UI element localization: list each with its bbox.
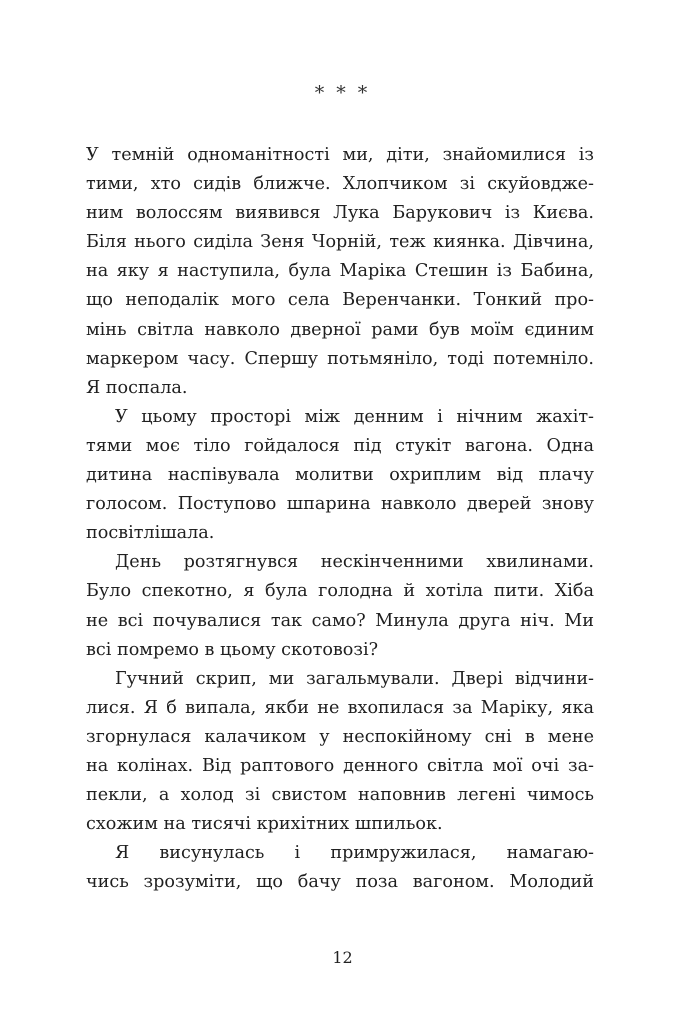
text-line: У цьому просторі між денним і нічним жахіт-: [115, 406, 594, 427]
body-text: [86, 141, 594, 897]
text-line: дитина наспівувала молитви охриплим від плачу: [86, 465, 594, 486]
text-line: що неподалік мого села Веренчанки. Тонкий про-: [86, 290, 594, 311]
text-line: У темній одноманітності ми, діти, знайомилися із: [86, 145, 594, 165]
text-line: згорнулася калачиком у неспокійному сні в мене: [86, 726, 594, 747]
text-line: схожим на тисячі крихітних шпильок.: [86, 814, 443, 835]
text-line: на колінах. Від раптового денного світла мої очі за-: [86, 755, 594, 776]
text-line: тями моє тіло гойдалося під стукіт вагона. Одна: [86, 435, 594, 456]
text-line: Було спекотно, я була голодна й хотіла пити. Хіба: [86, 581, 594, 602]
section-separator: * * *: [314, 82, 371, 104]
text-line: голосом. Поступово шпарина навколо дверей знову: [86, 494, 594, 515]
text-line: не всі почувалися так само? Минула друга ніч. Ми: [86, 610, 594, 631]
text-line: всі помремо в цьому скотовозі?: [86, 639, 379, 660]
text-line: тими, хто сидів ближче. Хлопчиком зі скуйовдже-: [86, 174, 594, 195]
text-line: посвітлішала.: [86, 523, 215, 544]
page-number: 12: [332, 948, 353, 967]
text-line: Я висунулась і примружилася, намагаю-: [115, 843, 594, 864]
text-line: мінь світла навколо дверної рами був моїм єдиним: [86, 319, 594, 340]
text-line: Гучний скрип, ми загальмували. Двері відчини-: [115, 668, 594, 689]
text-line: День розтягнувся нескінченними хвилинами.: [115, 552, 594, 573]
text-line: Біля нього сиділа Зеня Чорній, теж киянка. Дівчина,: [86, 232, 594, 253]
text-line: на яку я наступила, була Маріка Стешин із Бабина,: [86, 261, 594, 282]
text-line: пекли, а холод зі свистом наповнив легені чимось: [86, 785, 594, 806]
text-line: чись зрозуміти, що бачу поза вагоном. Молодий: [86, 872, 594, 893]
text-line: Я поспала.: [86, 377, 188, 398]
text-line: лися. Я б випала, якби не вхопилася за Маріку, яка: [86, 697, 594, 718]
text-line: маркером часу. Спершу потьмяніло, тоді потемніло.: [86, 348, 594, 369]
text-line: ним волоссям виявився Лука Барукович із Києва.: [86, 203, 594, 224]
